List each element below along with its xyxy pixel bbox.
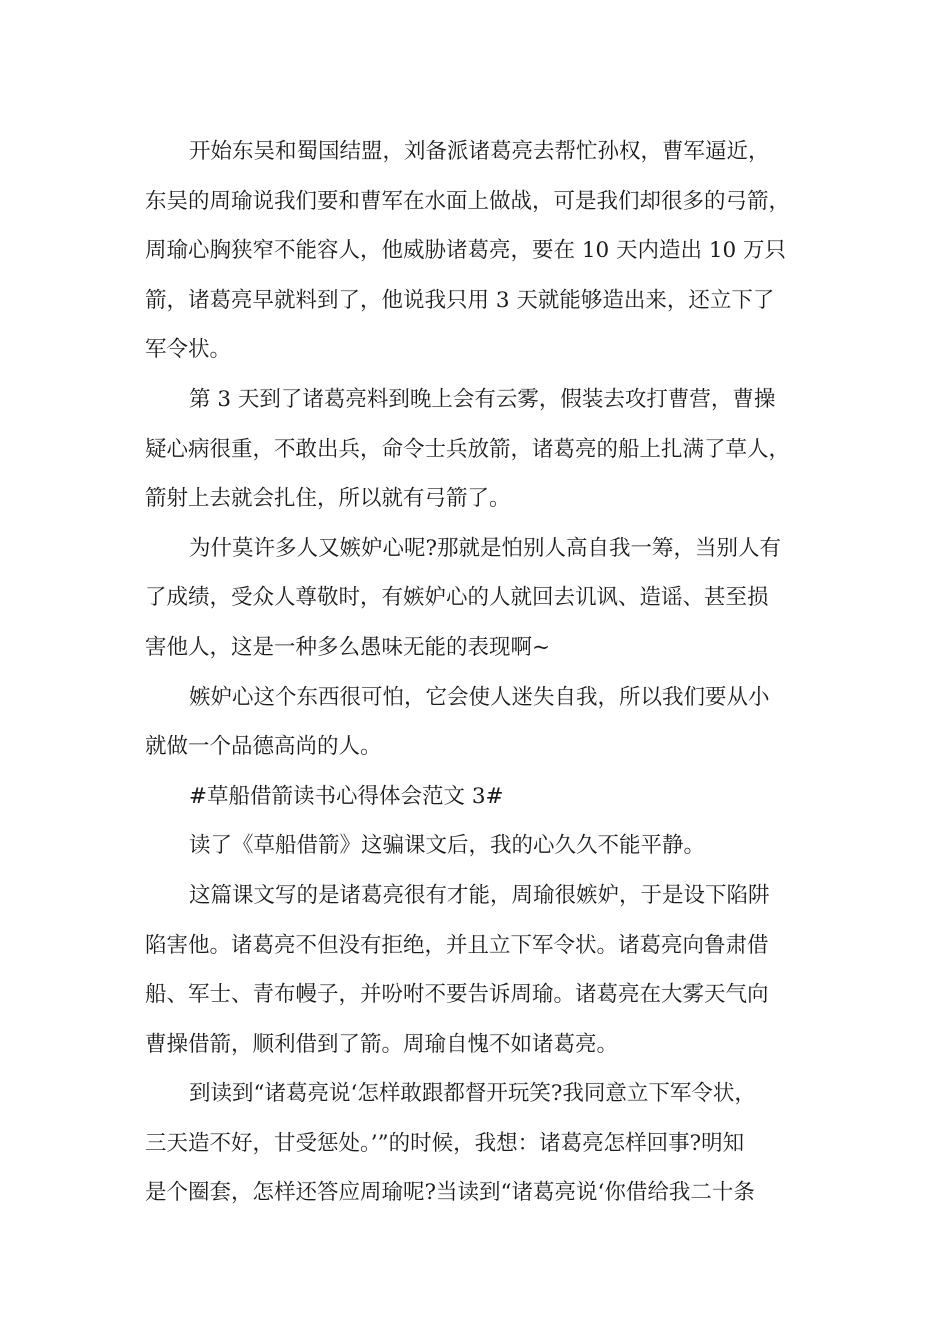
text-line: 三天造不好，甘受惩处。’”的时候，我想：诸葛亮怎样回事?明知 [145,1130,745,1156]
text-line: 读了《草船借箭》这骗课文后，我的心久久不能平静。 [189,833,706,859]
text-line: 陷害他。诸葛亮不但没有拒绝，并且立下军令状。诸葛亮向鲁肃借 [145,932,769,958]
body-text [145,127,827,1218]
text-line: 箭射上去就会扎住，所以就有弓箭了。 [145,486,511,512]
text-line: 东吴的周瑜说我们要和曹军在水面上做战，可是我们却很多的弓箭， [145,188,791,214]
text-line: 了成绩，受众人尊敬时，有嫉妒心的人就回去讥讽、造谣、甚至损 [145,585,769,611]
text-line: 开始东吴和蜀国结盟，刘备派诸葛亮去帮忙孙权，曹军逼近， [189,139,770,164]
text-line: 第 3 天到了诸葛亮料到晚上会有云雾，假装去攻打曹营，曹操 [189,386,776,412]
text-line: 疑心病很重，不敢出兵，命令士兵放箭，诸葛亮的船上扎满了草人， [145,436,791,462]
text-line: 害他人，这是一种多么愚味无能的表现啊~ [145,634,551,660]
text-line: 船、军士、青布幔子，并吩咐不要告诉周瑜。诸葛亮在大雾天气向 [145,982,769,1008]
text-line: 到读到“诸葛亮说‘怎样敢跟都督开玩笑?我同意立下军令状， [189,1081,756,1107]
text-line: 军令状。 [145,337,232,363]
text-line: 曹操借箭，顺利借到了箭。周瑜自愧不如诸葛亮。 [145,1031,619,1057]
text-line: 为什莫许多人又嫉妒心呢?那就是怕别人高自我一筹，当别人有 [189,535,782,561]
text-line: 周瑜心胸狭窄不能容人，他威胁诸葛亮，要在 10 天内造出 10 万只 [145,238,787,264]
text-line: 箭，诸葛亮早就料到了，他说我只用 3 天就能够造出来，还立下了 [145,287,775,313]
text-line: 就做一个品德高尚的人。 [145,734,382,760]
text-line: 是个圈套，怎样还答应周瑜呢?当读到“诸葛亮说‘你借给我二十条 [145,1180,755,1206]
section-heading: #草船借箭读书心得体会范文 3# [189,783,504,809]
text-line: 这篇课文写的是诸葛亮很有才能，周瑜很嫉妒，于是设下陷阱 [189,882,770,908]
text-line: 嫉妒心这个东西很可怕，它会使人迷失自我，所以我们要从小 [189,684,770,710]
